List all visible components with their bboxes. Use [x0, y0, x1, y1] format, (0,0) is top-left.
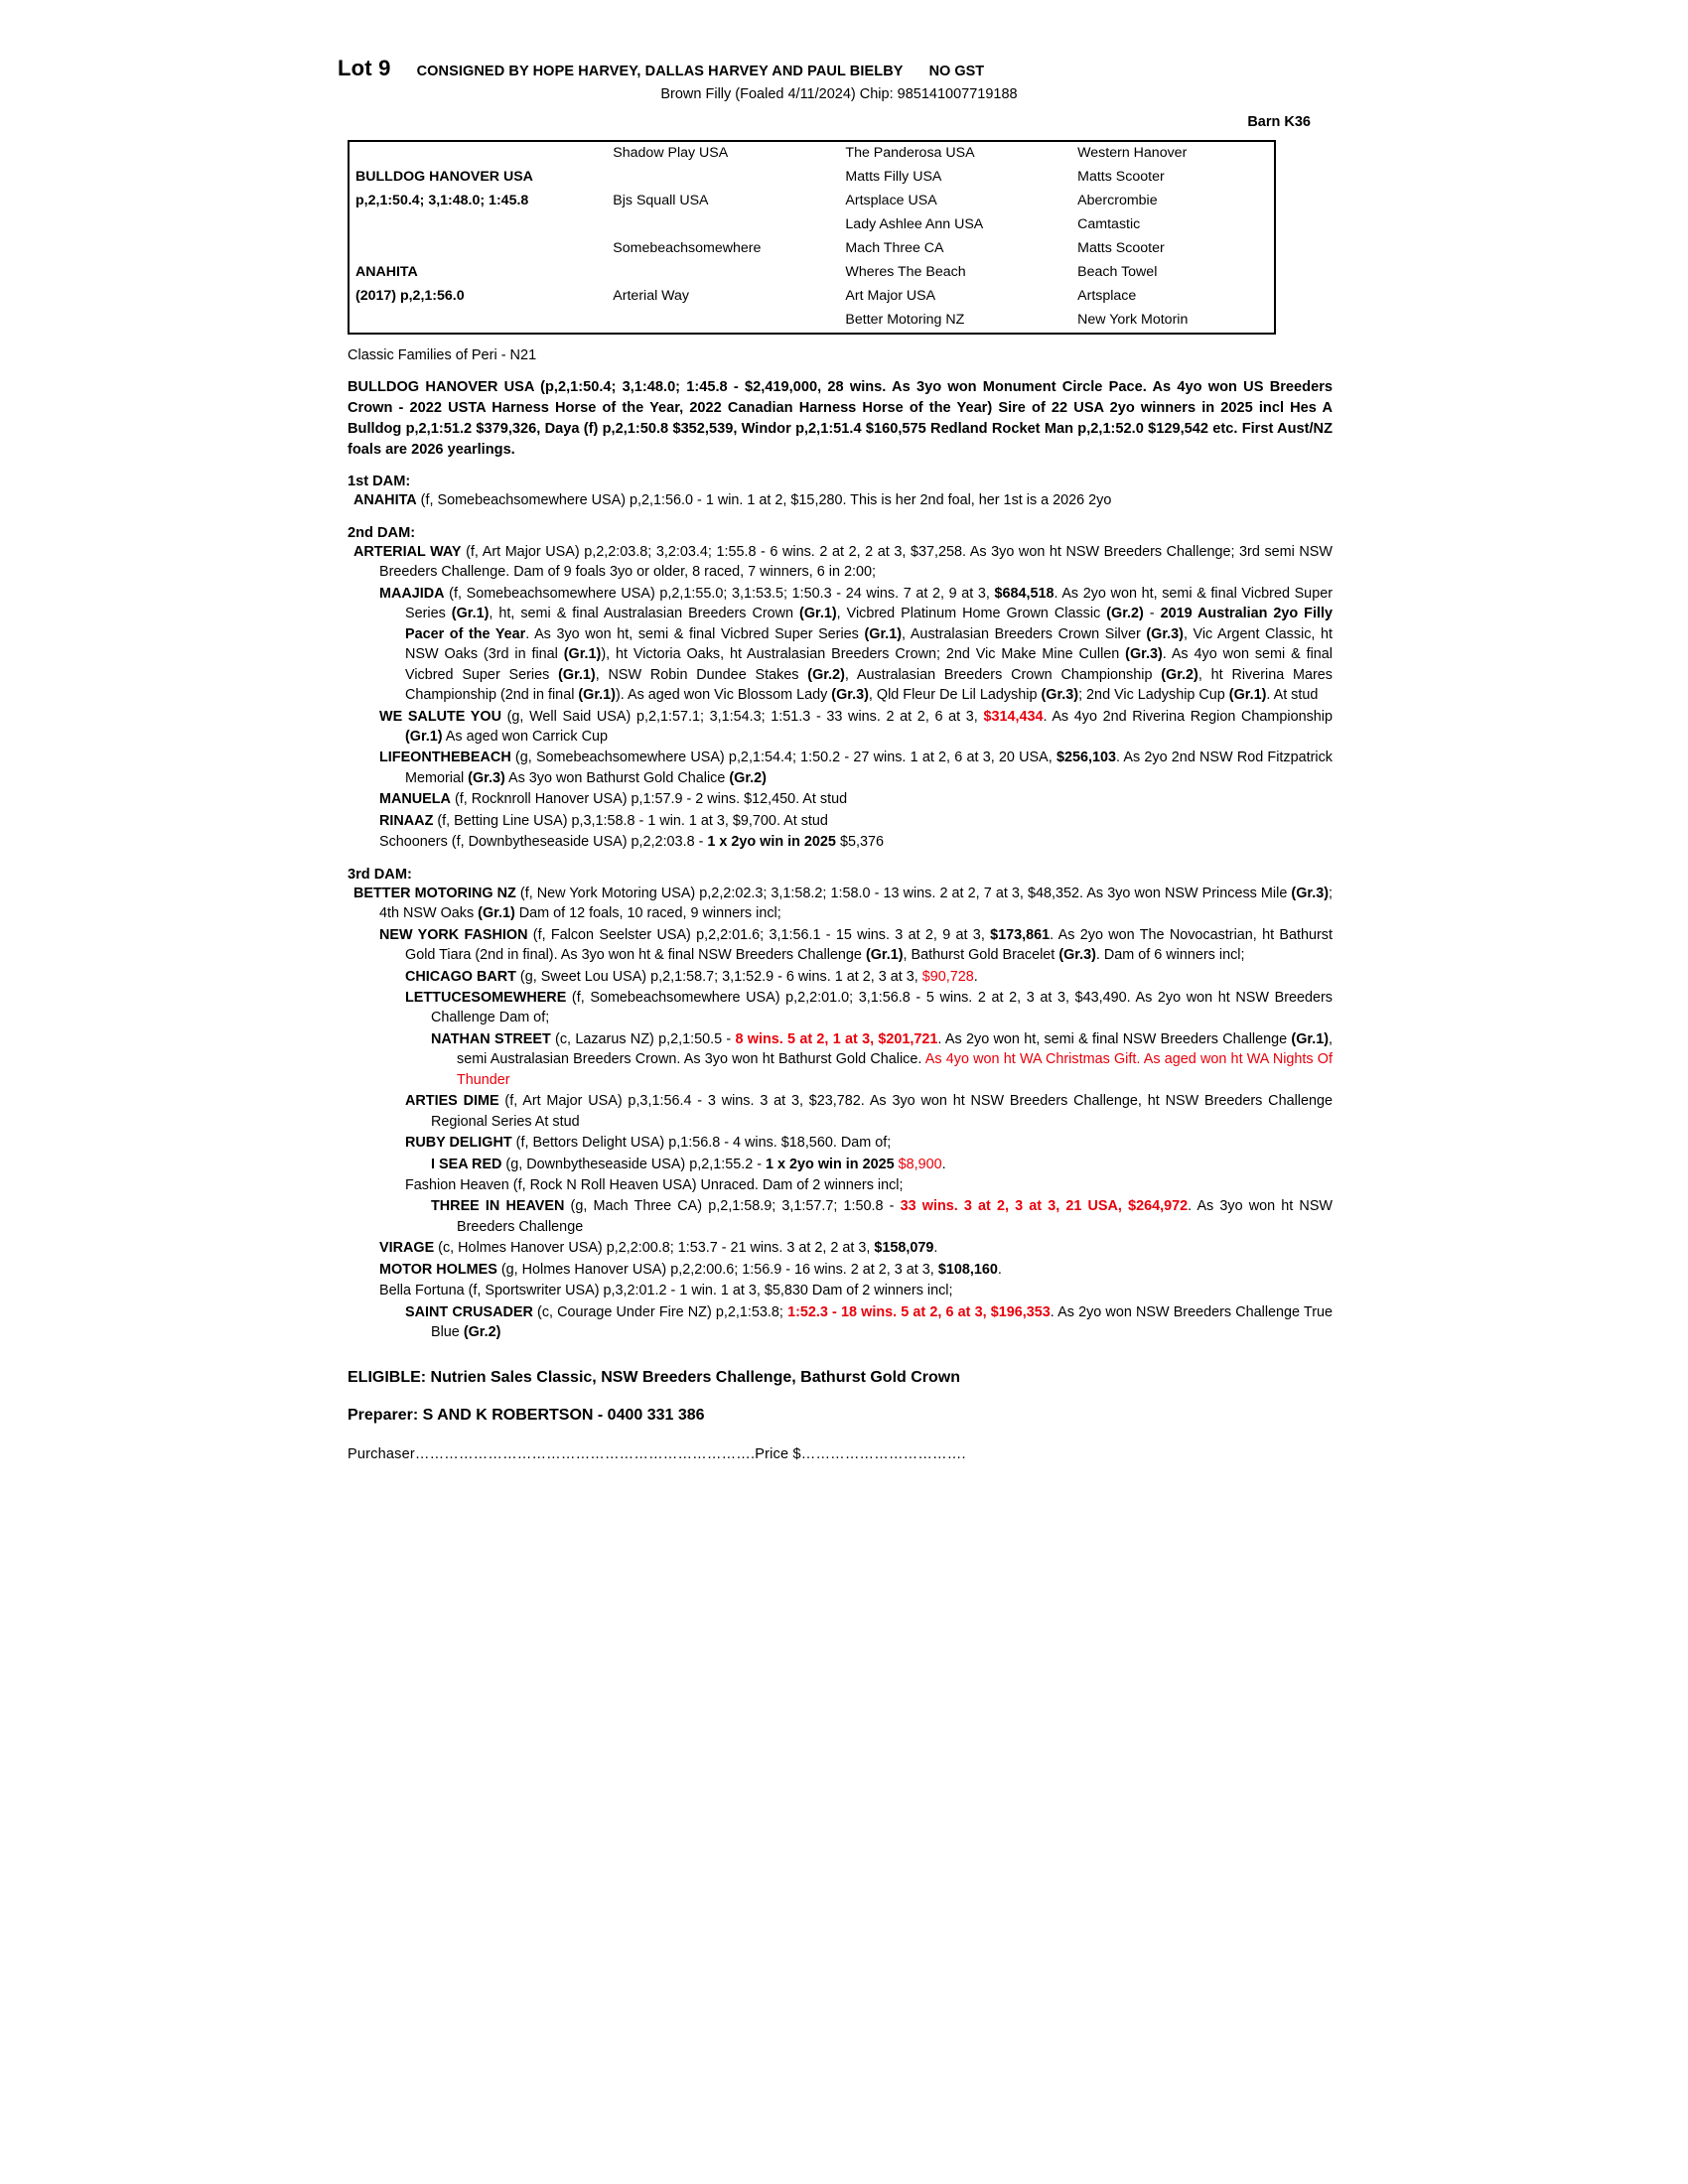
- entry-text: (Gr.3): [1041, 687, 1079, 704]
- entry-text: $90,728: [921, 968, 974, 985]
- entry-text: $5,376: [835, 834, 884, 851]
- entry-text: (f, Betting Line USA) p,3,1:58.8 - 1 win. 1 at 3, $9,700. At stud: [433, 812, 828, 829]
- pedigree-cell-parent: (2017) p,2,1:56.0: [355, 288, 465, 304]
- entry-text: (f, Somebeachsomewhere USA) p,2,2:01.0; 3,1:56.8 - 5 wins. 2 at 2, 3 at 3, $43,490. As 2yo won ht NSW Breeders Challenge Dam of;: [431, 989, 1333, 1026]
- entry-text: (g, Somebeachsomewhere USA) p,2,1:54.4; 1:50.2 - 27 wins. 1 at 2, 6 at 3, 20 USA,: [510, 750, 1056, 766]
- entry-text: ARTERIAL WAY: [353, 543, 462, 560]
- entry-text: (c, Courage Under Fire NZ) p,2,1:53.8;: [532, 1303, 788, 1320]
- entry-text: 8 wins. 5 at 2, 1 at 3, $201,721: [735, 1030, 938, 1047]
- pedigree-cell-parent: [349, 213, 607, 237]
- entry-text: 1 x 2yo win in 2025: [766, 1156, 895, 1172]
- entry-text: (Gr.1): [405, 728, 443, 745]
- entry-text: (Gr.1): [864, 625, 903, 642]
- entry-text: . As 2yo won ht, semi & final Vicbred Super Series: [405, 585, 1333, 622]
- entry-text: . Dam of 6 winners incl;: [1095, 947, 1245, 964]
- entry-text: (g, Downbytheseaside USA) p,2,1:55.2 -: [501, 1156, 767, 1172]
- entry-text: ANAHITA: [353, 492, 417, 509]
- dam-heading: 2nd DAM:: [348, 524, 416, 541]
- entry-text: $108,160: [937, 1261, 998, 1278]
- pedigree-table-wrapper: [338, 140, 1350, 335]
- entry-text: As 4yo won ht WA Christmas Gift. As aged won ht WA Nights Of Thunder: [457, 1051, 1333, 1088]
- entry-text: $314,434: [983, 708, 1044, 725]
- entry-text: (Gr.3): [1146, 625, 1184, 642]
- pedigree-cell-grandparent: Somebeachsomewhere: [613, 240, 762, 256]
- pedigree-cell-greatgrandparent: The Panderosa USA: [845, 145, 975, 161]
- pedigree-row: [349, 261, 1275, 285]
- pedigree-table: [348, 140, 1276, 335]
- pedigree-cell-greatgrandparent: Better Motoring NZ: [845, 312, 965, 328]
- entry-text: (Gr.2): [1106, 606, 1144, 622]
- entry-text: (Gr.1): [1291, 1030, 1329, 1047]
- entry-text: MAAJIDA: [379, 585, 445, 602]
- entry-text: (Gr.3): [1058, 947, 1096, 964]
- entry-text: , Australasian Breeders Crown Silver: [902, 625, 1147, 642]
- entry-text: , Vic Argent Classic, ht NSW Oaks (3rd in final: [405, 625, 1333, 663]
- pedigree-entry: [338, 1238, 1350, 1258]
- dam-heading: 1st DAM:: [348, 474, 411, 490]
- entry-text: 2019 Australian 2yo Filly Pacer of the Year: [405, 606, 1333, 642]
- entry-text: SAINT CRUSADER: [405, 1303, 533, 1320]
- entry-text: , Australasian Breeders Crown Championship: [844, 666, 1162, 683]
- entry-text: RUBY DELIGHT: [405, 1135, 512, 1152]
- pedigree-cell-grandparent: Shadow Play USA: [613, 145, 729, 161]
- pedigree-entry: [338, 1091, 1350, 1132]
- entry-text: . As 3yo won ht NSW Breeders Challenge: [457, 1198, 1334, 1235]
- entry-text: . As 2yo 2nd NSW Rod Fitzpatrick Memorial: [405, 750, 1333, 786]
- lot-number: Lot 9: [338, 56, 391, 80]
- pedigree-entry: [338, 584, 1350, 706]
- entry-text: .: [933, 1240, 938, 1257]
- classic-families: Classic Families of Peri - N21: [348, 347, 537, 363]
- entry-text: 33 wins. 3 at 2, 3 at 3, 21 USA, $264,972: [900, 1198, 1189, 1215]
- entry-text: 1 x 2yo win in 2025: [707, 834, 836, 851]
- eligible-line: ELIGIBLE: Nutrien Sales Classic, NSW Breeders Challenge, Bathurst Gold Crown: [348, 1368, 961, 1386]
- entry-text: (f, Rocknroll Hanover USA) p,1:57.9 - 2 wins. $12,450. At stud: [450, 791, 848, 808]
- pedigree-cell-grandparent: Arterial Way: [613, 288, 690, 304]
- entry-text: , ht Riverina Mares Championship (2nd in final: [405, 666, 1334, 704]
- entry-text: (Gr.3): [1291, 885, 1330, 901]
- pedigree-cell-grandparent: [607, 213, 839, 237]
- pedigree-entry: [338, 1133, 1350, 1153]
- pedigree-entry: [338, 1302, 1350, 1343]
- entry-text: , ht, semi & final Australasian Breeders Crown: [489, 606, 800, 622]
- entry-text: (g, Mach Three CA) p,2,1:58.9; 3,1:57.7; 1:50.8 -: [564, 1198, 901, 1215]
- entry-text: (Gr.1): [451, 606, 490, 622]
- entry-text: (f, New York Motoring USA) p,2,2:02.3; 3,1:58.2; 1:58.0 - 13 wins. 2 at 2, 7 at 3, $48,352. As 3yo won NSW Princess Mile: [515, 885, 1292, 901]
- pedigree-cell-ggg: Camtastic: [1077, 216, 1141, 232]
- entry-text: . At stud: [1266, 687, 1319, 704]
- pedigree-cell-greatgrandparent: Wheres The Beach: [845, 264, 966, 280]
- pedigree-cell-ggg: Matts Scooter: [1077, 240, 1165, 256]
- dam-sections: [338, 474, 1350, 1342]
- entry-text: (Gr.1): [865, 947, 904, 964]
- pedigree-entry: [338, 1155, 1350, 1174]
- pedigree-row: [349, 309, 1275, 334]
- entry-text: , Qld Fleur De Lil Ladyship: [868, 687, 1042, 704]
- entry-text: . As 2yo won NSW Breeders Challenge True Blue: [431, 1303, 1333, 1341]
- entry-text: .: [973, 968, 978, 985]
- entry-text: LETTUCESOMEWHERE: [405, 989, 567, 1006]
- entry-text: , semi Australasian Breeders Crown. As 3yo won ht Bathurst Gold Chalice.: [457, 1030, 1333, 1068]
- entry-text: (g, Sweet Lou USA) p,2,1:58.7; 3,1:52.9 - 6 wins. 1 at 2, 3 at 3,: [515, 968, 922, 985]
- pedigree-entry: [338, 925, 1350, 966]
- entry-text: (f, Falcon Seelster USA) p,2,2:01.6; 3,1:56.1 - 15 wins. 3 at 2, 9 at 3,: [527, 926, 991, 943]
- pedigree-cell-ggg: Beach Towel: [1077, 264, 1158, 280]
- pedigree-entry: [338, 1260, 1350, 1280]
- entry-text: .: [941, 1156, 946, 1172]
- pedigree-cell-greatgrandparent: Mach Three CA: [845, 240, 944, 256]
- page-content: [338, 56, 1350, 1462]
- pedigree-entry: [338, 1196, 1350, 1237]
- pedigree-entry: [338, 490, 1350, 510]
- entry-text: WE SALUTE YOU: [379, 708, 501, 725]
- entry-text: (Gr.1): [1228, 687, 1267, 704]
- entry-text: (Gr.2): [463, 1324, 501, 1341]
- pedigree-cell-parent: [349, 237, 607, 261]
- entry-text: THREE IN HEAVEN: [431, 1198, 565, 1215]
- entry-text: (c, Lazarus NZ) p,2,1:50.5 -: [550, 1030, 736, 1047]
- pedigree-cell-ggg: Western Hanover: [1077, 145, 1188, 161]
- pedigree-cell-grandparent: [607, 166, 839, 190]
- entry-text: (Gr.1): [558, 666, 596, 683]
- entry-text: (g, Holmes Hanover USA) p,2,2:00.6; 1:56.9 - 16 wins. 2 at 2, 3 at 3,: [496, 1261, 938, 1278]
- pedigree-cell-ggg: Artsplace: [1077, 288, 1137, 304]
- entry-text: (Gr.1): [478, 905, 515, 922]
- pedigree-entry: [338, 988, 1350, 1028]
- entry-text: $256,103: [1055, 750, 1116, 766]
- entry-text: ), ht Victoria Oaks, ht Australasian Breeders Crown; 2nd Vic Make Mine Cullen: [601, 646, 1126, 663]
- entry-text: RINAAZ: [379, 812, 434, 829]
- pedigree-entry: [338, 707, 1350, 748]
- entry-text: -: [1143, 606, 1161, 622]
- entry-text: . As 4yo 2nd Riverina Region Championship: [1043, 708, 1333, 725]
- barn-number: Barn K36: [1247, 114, 1311, 130]
- entry-text: (f, Bettors Delight USA) p,1:56.8 - 4 wins. $18,560. Dam of;: [511, 1135, 892, 1152]
- entry-text: $8,900: [898, 1156, 942, 1172]
- entry-text: Bella Fortuna (f, Sportswriter USA) p,3,2:01.2 - 1 win. 1 at 3, $5,830 Dam of 2 winners incl;: [379, 1283, 953, 1299]
- pedigree-cell-greatgrandparent: Artsplace USA: [845, 193, 937, 208]
- pedigree-cell-grandparent: [607, 261, 839, 285]
- pedigree-row: [349, 237, 1275, 261]
- entry-text: $684,518: [994, 585, 1055, 602]
- entry-text: $158,079: [874, 1240, 934, 1257]
- pedigree-cell-greatgrandparent: Art Major USA: [845, 288, 936, 304]
- entry-text: . As 2yo won ht, semi & final NSW Breeders Challenge: [937, 1030, 1292, 1047]
- pedigree-cell-grandparent: Bjs Squall USA: [613, 193, 709, 208]
- entry-text: . As 2yo won The Novocastrian, ht Bathurst Gold Tiara (2nd in final). As 3yo won ht & final NSW Breeders Challenge: [405, 926, 1333, 964]
- entry-text: (Gr.1): [799, 606, 837, 622]
- entry-text: Fashion Heaven (f, Rock N Roll Heaven USA) Unraced. Dam of 2 winners incl;: [405, 1177, 904, 1194]
- pedigree-cell-parent: ANAHITA: [355, 264, 418, 280]
- horse-description: Brown Filly (Foaled 4/11/2024) Chip: 985141007719188: [660, 86, 1018, 102]
- dam-heading: 3rd DAM:: [348, 866, 412, 883]
- consigned-by: CONSIGNED BY HOPE HARVEY, DALLAS HARVEY AND PAUL BIELBY: [416, 64, 904, 79]
- entry-text: (Gr.2): [807, 666, 845, 683]
- entry-text: (c, Holmes Hanover USA) p,2,2:00.8; 1:53.7 - 21 wins. 3 at 2, 2 at 3,: [434, 1240, 875, 1257]
- pedigree-cell-greatgrandparent: Matts Filly USA: [845, 169, 942, 185]
- pedigree-row: [349, 166, 1275, 190]
- entry-text: LIFEONTHEBEACH: [379, 750, 511, 766]
- entry-text: NATHAN STREET: [431, 1030, 551, 1047]
- entry-text: $173,861: [990, 926, 1051, 943]
- entry-text: As 3yo won Bathurst Gold Chalice: [504, 769, 730, 786]
- entry-text: (Gr.1): [578, 687, 616, 704]
- entry-text: , NSW Robin Dundee Stakes: [595, 666, 808, 683]
- entry-text: NEW YORK FASHION: [379, 926, 528, 943]
- sire-paragraph: BULLDOG HANOVER USA (p,2,1:50.4; 3,1:48.0; 1:45.8 - $2,419,000, 28 wins. As 3yo won Monument Circle Pace. As 4yo won US Breeders Crown - 2022 USTA Harness Horse of the Year, 2022 Canadian Harness Horse of the Year) Sire of 22 USA 2yo winners in 2025 incl Hes A Bulldog p,2,1:51.2 $379,326, Daya (f) p,2,1:50.8 $352,539, Windor p,2,1:51.4 $160,575 Redland Rocket Man p,2,1:52.0 $129,542 etc. First Aust/NZ foals are 2026 yearlings.: [348, 379, 1333, 458]
- pedigree-cell-ggg: Abercrombie: [1077, 193, 1158, 208]
- pedigree-row: [349, 190, 1275, 213]
- preparer-line: Preparer: S AND K ROBERTSON - 0400 331 386: [348, 1406, 705, 1424]
- pedigree-entry: [338, 967, 1350, 987]
- entry-text: (f, Art Major USA) p,3,1:56.4 - 3 wins. 3 at 3, $23,782. As 3yo won ht NSW Breeders Challenge, ht NSW Breeders Challenge Regional Series At stud: [431, 1093, 1333, 1130]
- pedigree-entry: [338, 542, 1350, 583]
- entry-text: MANUELA: [379, 791, 451, 808]
- pedigree-cell-ggg: Matts Scooter: [1077, 169, 1165, 185]
- entry-text: (Gr.3): [831, 687, 869, 704]
- entry-text: CHICAGO BART: [405, 968, 516, 985]
- pedigree-entry: [338, 884, 1350, 924]
- entry-text: (f, Somebeachsomewhere USA) p,2,1:56.0 - 1 win. 1 at 2, $15,280. This is her 2nd foal, her 1st is a 2026 2yo: [416, 492, 1112, 509]
- entry-text: Dam of 12 foals, 10 raced, 9 winners incl;: [514, 905, 781, 922]
- entry-text: 1:52.3 - 18 wins. 5 at 2, 6 at 3, $196,353: [787, 1303, 1051, 1320]
- entry-text: Schooners (f, Downbytheseaside USA) p,2,2:03.8 -: [379, 834, 708, 851]
- entry-text: (Gr.3): [468, 769, 505, 786]
- pedigree-row: [349, 285, 1275, 309]
- purchaser-line: Purchaser…………………………………………………………….Price $…………………………….: [348, 1445, 966, 1462]
- entry-text: (Gr.1): [563, 646, 602, 663]
- entry-text: ). As aged won Vic Blossom Lady: [615, 687, 832, 704]
- entry-text: VIRAGE: [379, 1240, 435, 1257]
- entry-text: , Vicbred Platinum Home Grown Classic: [836, 606, 1107, 622]
- entry-text: (Gr.3): [1125, 646, 1163, 663]
- entry-text: ARTIES DIME: [405, 1093, 499, 1110]
- entry-text: I SEA RED: [431, 1156, 502, 1172]
- pedigree-entry: [338, 789, 1350, 809]
- entry-text: ; 2nd Vic Ladyship Cup: [1078, 687, 1229, 704]
- entry-text: (Gr.2): [729, 769, 767, 786]
- pedigree-cell-greatgrandparent: Lady Ashlee Ann USA: [845, 216, 984, 232]
- entry-text: BETTER MOTORING NZ: [353, 885, 516, 901]
- pedigree-entry: [338, 811, 1350, 831]
- pedigree-cell-grandparent: [607, 309, 839, 334]
- entry-text: . As 3yo won ht, semi & final Vicbred Super Series: [525, 625, 865, 642]
- entry-text: ; 4th NSW Oaks: [379, 885, 1334, 922]
- pedigree-cell-ggg: New York Motorin: [1077, 312, 1189, 328]
- pedigree-row: [349, 213, 1275, 237]
- pedigree-cell-parent: [349, 309, 607, 334]
- entry-text: .: [997, 1261, 1002, 1278]
- entry-text: (g, Well Said USA) p,2,1:57.1; 3,1:54.3; 1:51.3 - 33 wins. 2 at 2, 6 at 3,: [500, 708, 984, 725]
- entry-text: (f, Somebeachsomewhere USA) p,2,1:55.0; 3,1:53.5; 1:50.3 - 24 wins. 7 at 2, 9 at 3,: [444, 585, 995, 602]
- pedigree-entry: [338, 748, 1350, 788]
- entry-text: (Gr.2): [1161, 666, 1198, 683]
- pedigree-entry: [338, 1281, 1350, 1300]
- entry-text: , Bathurst Gold Bracelet: [903, 947, 1059, 964]
- pedigree-entry: [338, 1029, 1350, 1090]
- entry-text: As aged won Carrick Cup: [442, 728, 608, 745]
- pedigree-cell-parent: p,2,1:50.4; 3,1:48.0; 1:45.8: [355, 193, 529, 208]
- entry-text: . As 4yo won semi & final Vicbred Super Series: [405, 646, 1333, 683]
- entry-text: (f, Art Major USA) p,2,2:03.8; 3,2:03.4; 1:55.8 - 6 wins. 2 at 2, 2 at 3, $37,258. As 3yo won ht NSW Breeders Challenge; 3rd semi NSW Breeders Challenge. Dam of 9 foals 3yo or older, 8 raced, 7 winners, 6 in 2:00;: [379, 543, 1333, 581]
- header: [338, 56, 1350, 81]
- pedigree-cell-parent: BULLDOG HANOVER USA: [355, 169, 533, 185]
- pedigree-entry: [338, 1175, 1350, 1195]
- pedigree-entry: [338, 832, 1350, 852]
- pedigree-row: [349, 141, 1275, 166]
- gst-status: NO GST: [928, 64, 985, 79]
- entry-text: MOTOR HOLMES: [379, 1261, 497, 1278]
- pedigree-cell-parent: [349, 141, 607, 166]
